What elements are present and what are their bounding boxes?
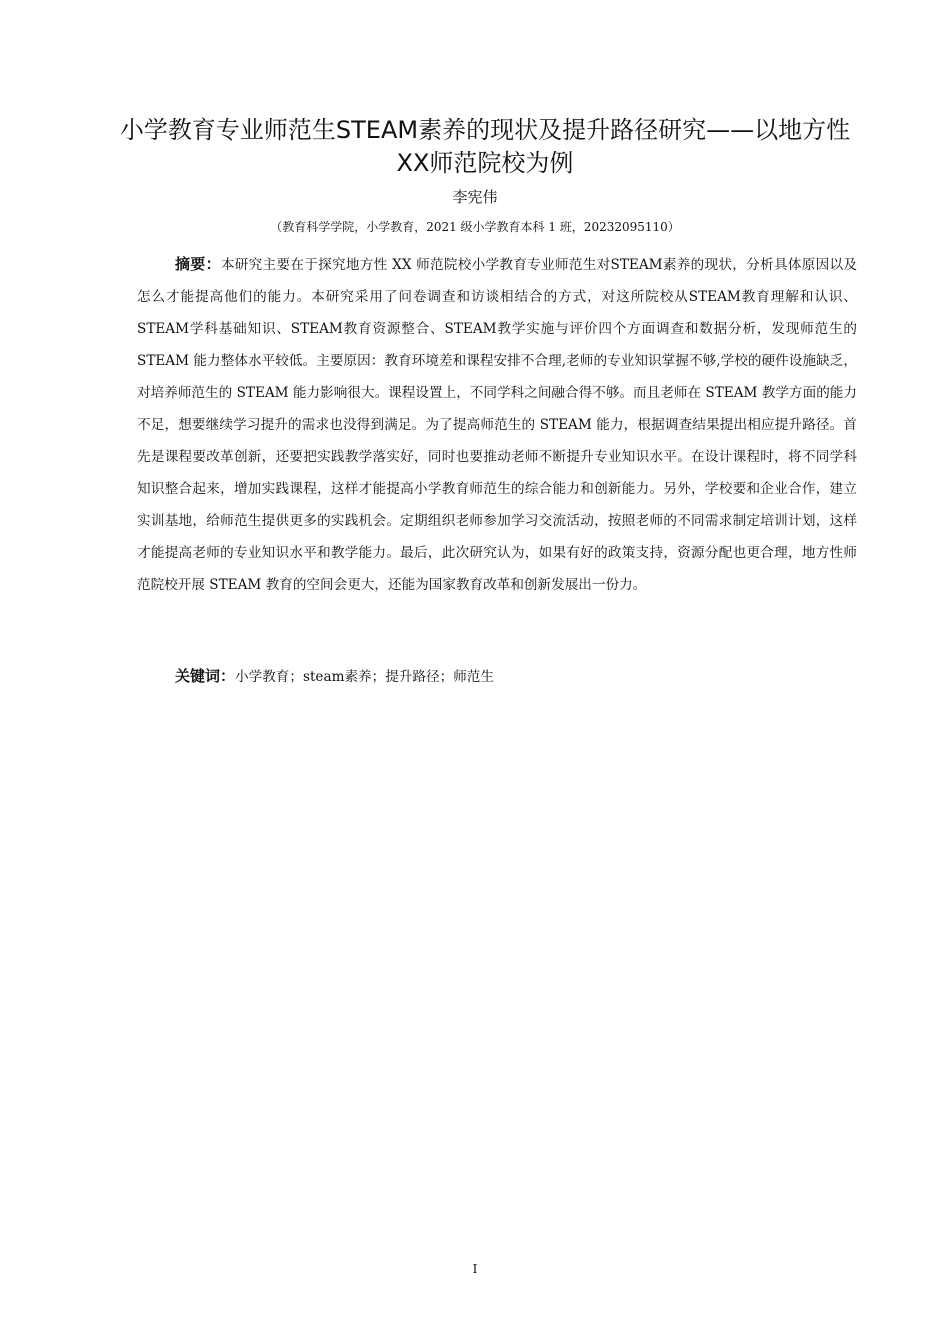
author-name: 李宪伟 [452,188,498,206]
keywords-label: 关键词： [175,667,236,685]
abstract-label: 摘要： [175,255,221,273]
keywords-text: 小学教育；steam素养；提升路径；师范生 [235,669,494,685]
abstract-text: 本研究主要在于探究地方性 XX 师范院校小学教育专业师范生对STEAM素养的现状，分析具体原因以及怎么才能提高他们的能力。本研究采用了问卷调查和访谈相结合的方式，对这所院校从STEAM教育理解和认识、STEAM学科基础知识、STEAM教育资源整合、STEAM教学实施与评价四个方面调查和数据分析，发现师范生的 STEAM 能力整体水平较低。主要原因：教育环境差和课程安排不合理,老师的专业知识掌握不够,学校的硬件设施缺乏，对培养师范生的 STEAM 能力影响很大。课程设置上，不同学科之间融合得不够。而且老师在 STEAM 教学方面的能力不足，想要继续学习提升的需求也没得到满足。为了提高师范生的 STEAM 能力，根据调查结果提出相应提升路径。首先是课程要改革创新，还要把实践教学落实好，同时也要推动老师不断提升专业知识水平。在设计课程时，将不同学科知识整合起来，增加实践课程，这样才能提高小学教育师范生的综合能力和创新能力。另外，学校要和企业合作，建立实训基地，给师范生提供更多的实践机会。定期组织老师参加学习交流活动，按照老师的不同需求制定培训计划，这样才能提高老师的专业知识水平和教学能力。最后，此次研究认为，如果有好的政策支持，资源分配也更合理，地方性师范院校开展 STEAM 教育的空间会更大，还能为国家教育改革和创新发展出一份力。 [137,257,857,593]
author-affiliation: （教育科学学院，小学教育，2021 级小学教育本科 1 班，20232095110） [270,220,680,234]
page-number: I [472,1262,478,1276]
paper-title: 小学教育专业师范生STEAM素养的现状及提升路径研究——以地方性XX师范院校为例 [119,116,851,177]
abstract-paragraph [137,248,857,601]
keywords-paragraph [175,662,855,691]
